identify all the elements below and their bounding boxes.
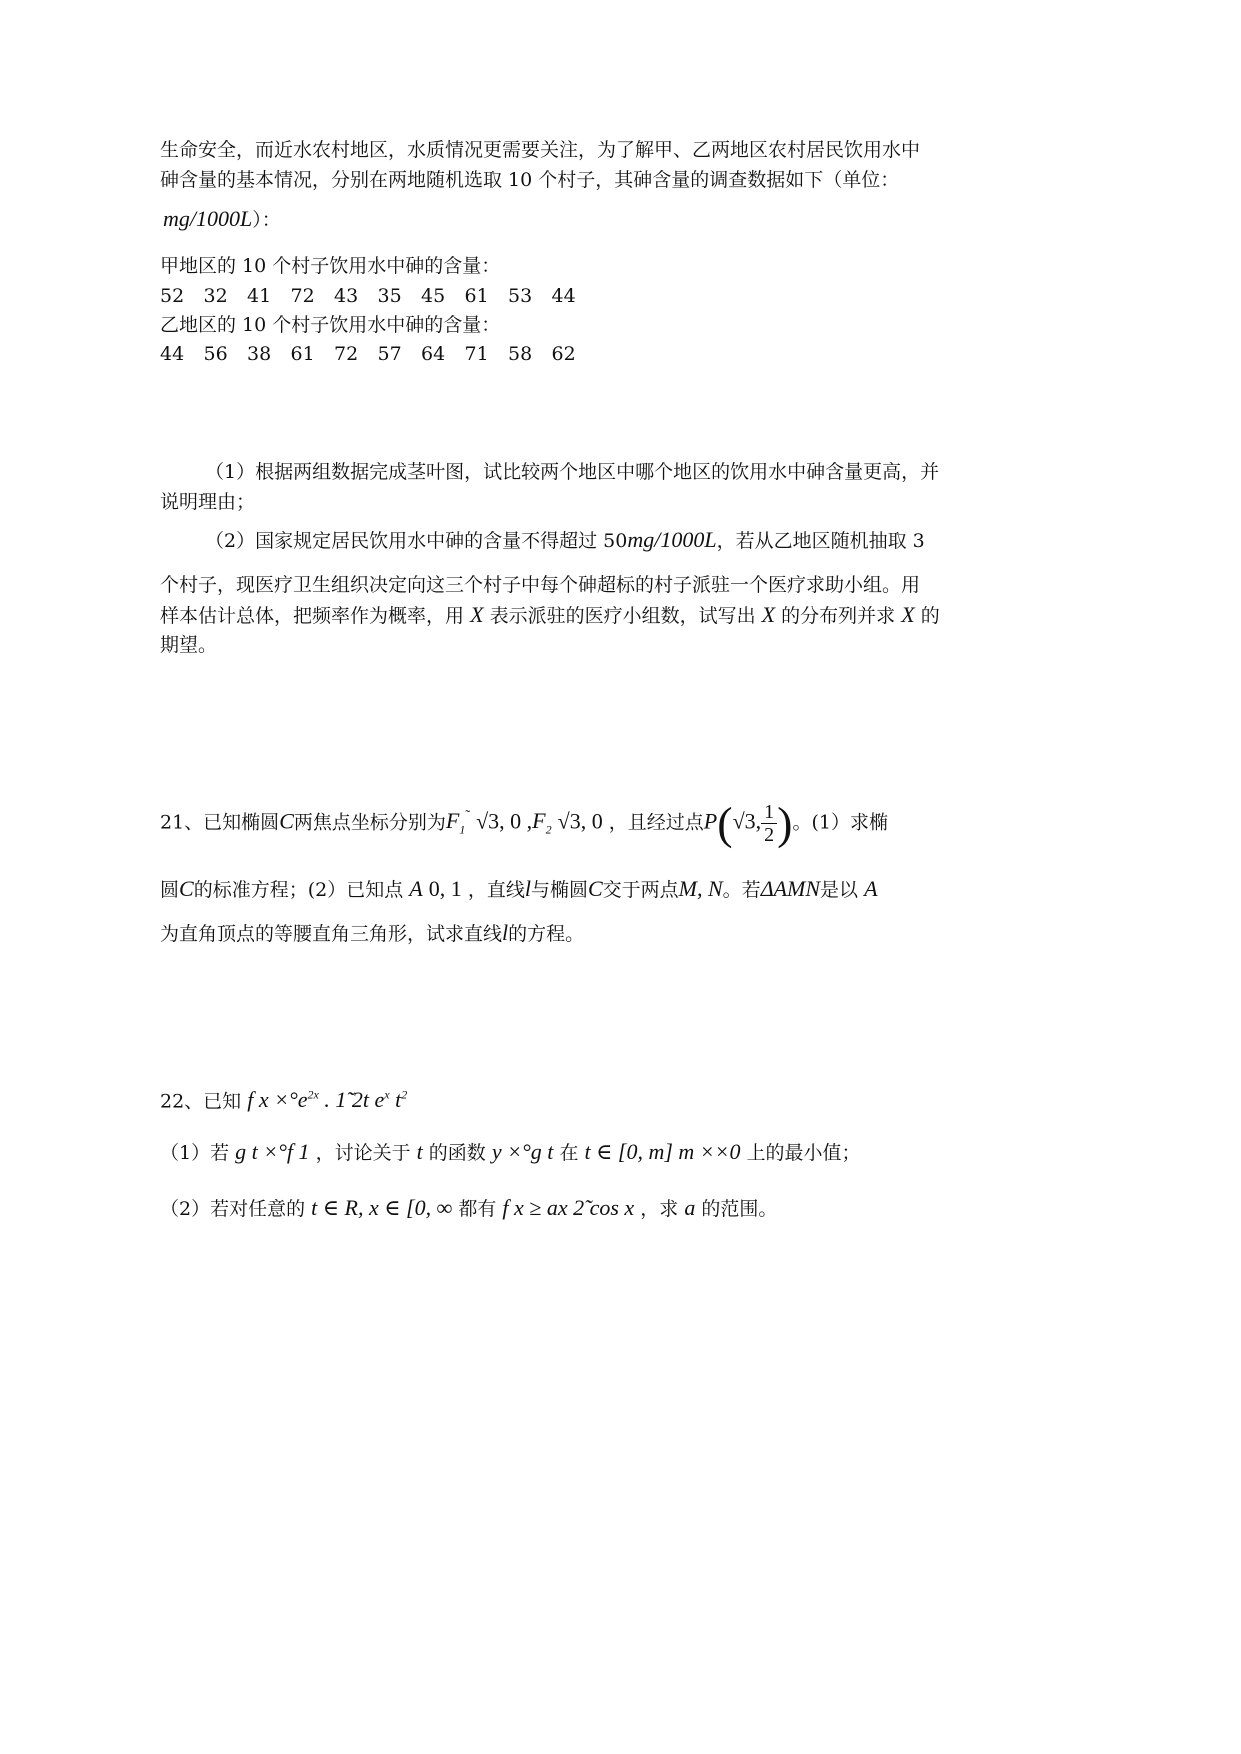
q22-l2-a: （1）若 — [160, 1142, 230, 1164]
q21-l2-g: 是以 — [820, 879, 859, 901]
point-a: A — [864, 876, 878, 901]
comma: , — [521, 808, 533, 834]
jia-values — [160, 284, 595, 308]
q21-l2-b: 的标准方程；(2）已知点 — [193, 879, 404, 901]
paren-close: ) — [777, 797, 793, 849]
q20-p2-text-a: （2）国家规定居民饮用水中砷的含量不得超过 50 — [205, 530, 628, 552]
q20-part2-line4: 期望。 — [160, 634, 218, 656]
unit-suffix: ）： — [252, 209, 281, 231]
q20-p2-text-b: ，若从乙地区随机抽取 3 — [716, 530, 925, 552]
focus-f2: $F_2$ — [532, 808, 552, 837]
q21-l3-a: 为直角顶点的等腰直角三角形，试求直线 — [160, 923, 503, 945]
q22-l3-d: 的范围。 — [701, 1198, 778, 1220]
fraction-one-half: $\frac{1}{2}$ — [761, 801, 777, 846]
var-t: t — [416, 1139, 423, 1164]
q22-l3-b: 都有 — [458, 1198, 497, 1220]
q22-l2-d: 在 — [559, 1142, 579, 1164]
q21-l2-a: 圆 — [160, 879, 180, 901]
focus-f1: $F_1^˜$ — [445, 808, 471, 837]
yi-value: 58 — [508, 343, 533, 365]
var-x: X — [470, 602, 484, 627]
q22-line1 — [160, 1083, 407, 1113]
q22-l2-b: ，讨论关于 — [315, 1142, 411, 1164]
q20-part2-line2: 个村子，现医疗卫生组织决定向这三个村子中每个砷超标的村子派驻一个医疗求助小组。用 — [160, 574, 921, 596]
q22-y-def: y ×°g t — [491, 1139, 554, 1164]
yi-value: 64 — [421, 343, 446, 365]
ellipse-c: C — [279, 808, 294, 834]
q22-inequality: f x ≥ ax 2̃ cos x — [502, 1195, 635, 1220]
q22-f-def: f $x \times^\circ e^{2x}$ . 1̃ 2t $e^x$ $t^2$ — [247, 1087, 408, 1113]
yi-value: 61 — [290, 343, 315, 365]
q22-line3 — [160, 1196, 777, 1221]
q21-line2 — [160, 877, 878, 902]
yi-values — [160, 342, 595, 366]
q20-part2-line3 — [160, 603, 940, 628]
jia-value: 35 — [377, 285, 402, 307]
q22-line2 — [160, 1140, 861, 1165]
q22-l3-a: （2）若对任意的 — [160, 1198, 306, 1220]
q22-interval: t ∈ [0, m] m ××0 — [584, 1139, 741, 1164]
q20-part2-line1 — [205, 528, 925, 553]
jia-value: 61 — [464, 285, 489, 307]
var-x: X — [761, 602, 776, 627]
q22-l2-c: 的函数 — [428, 1142, 486, 1164]
intro-line-1: 生命安全，而近水农村地区，水质情况更需要关注，为了解甲、乙两地区农村居民饮用水中 — [160, 139, 921, 161]
q21-l3-b: 的方程。 — [508, 923, 585, 945]
point-p-x: √3, — [732, 808, 762, 834]
q22-l1-a: 22、已知 — [160, 1090, 242, 1113]
q21-line3 — [160, 921, 584, 946]
paren-open: ( — [717, 797, 733, 849]
jia-value: 41 — [247, 285, 272, 307]
q22-domain: t ∈ R, x ∈ [0, ∞ — [311, 1195, 453, 1220]
var-a: a — [684, 1195, 696, 1220]
q21-foci-text: 两焦点坐标分别为 — [293, 811, 446, 834]
jia-value: 53 — [508, 285, 533, 307]
q20-p2-l3-d: 的 — [920, 605, 940, 627]
ellipse-c: C — [587, 876, 603, 901]
line-l: l — [502, 920, 509, 945]
q20-p2-l3-b: 表示派驻的医疗小组数，试写出 — [489, 605, 756, 627]
jia-value: 52 — [160, 285, 185, 307]
q22-g-def: g t ×°f 1 — [235, 1139, 310, 1164]
jia-value: 44 — [551, 285, 576, 307]
q21-pass-text: ，且经过点 — [608, 811, 704, 834]
focus-f2-value: √3, 0 — [557, 808, 603, 834]
triangle-amn: ΔAMN — [760, 876, 821, 901]
q22-l3-c: ，求 — [640, 1198, 679, 1220]
point-p: P — [703, 808, 718, 834]
line-l: l — [524, 876, 531, 901]
yi-value: 72 — [334, 343, 359, 365]
jia-value: 43 — [334, 285, 359, 307]
q21-l2-f: 。若 — [722, 879, 761, 901]
yi-value: 56 — [203, 343, 228, 365]
jia-value: 32 — [203, 285, 228, 307]
unit-math: mg/1000L — [163, 206, 253, 231]
yi-value: 44 — [160, 343, 185, 365]
yi-label: 乙地区的 10 个村子饮用水中砷的含量： — [160, 314, 501, 336]
q21-l2-d: 与椭圆 — [530, 879, 588, 901]
intro-line-2: 砷含量的基本情况，分别在两地随机选取 10 个村子，其砷含量的调查数据如下（单位： — [160, 169, 900, 191]
q21-end: 。(1）求椭 — [792, 811, 888, 834]
q21-line1 — [160, 797, 888, 849]
point-a-value: 0, 1 — [428, 876, 462, 901]
intro-unit — [163, 207, 281, 232]
jia-value: 72 — [290, 285, 315, 307]
q20-part1-line2: 说明理由； — [160, 491, 256, 513]
yi-value: 71 — [464, 343, 489, 365]
q20-p2-unit: mg/1000L — [627, 527, 717, 552]
q20-p2-l3-a: 样本估计总体，把频率作为概率，用 — [160, 605, 465, 627]
jia-value: 45 — [421, 285, 446, 307]
var-x: X — [901, 602, 915, 627]
q20-p2-l3-c: 的分布列并求 — [781, 605, 896, 627]
jia-label: 甲地区的 10 个村子饮用水中砷的含量： — [160, 255, 501, 277]
focus-f1-value: √3, 0 — [476, 808, 522, 834]
yi-value: 57 — [377, 343, 402, 365]
q20-part1-line1: （1）根据两组数据完成茎叶图，试比较两个地区中哪个地区的饮用水中砷含量更高，并 — [205, 461, 940, 483]
yi-value: 38 — [247, 343, 272, 365]
q22-l2-e: 上的最小值； — [746, 1142, 861, 1164]
ellipse-c: C — [179, 876, 194, 901]
yi-value: 62 — [551, 343, 576, 365]
q21-intro: 21、已知椭圆 — [160, 811, 280, 834]
point-a: A — [409, 876, 423, 901]
q21-l2-c: ，直线 — [467, 879, 525, 901]
points-mn: M, N — [678, 876, 723, 901]
q21-l2-e: 交于两点 — [602, 879, 679, 901]
